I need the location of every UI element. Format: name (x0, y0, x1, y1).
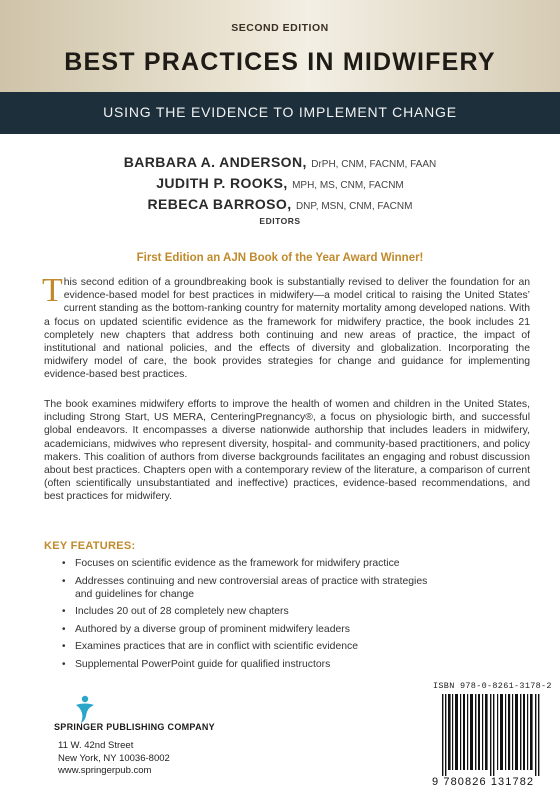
description-paragraph-2: The book examines midwifery efforts to improve the health of women and children in the United States, including Strong Start, US MERA, CenteringPregnancy®, a focus on physiologic birth, and successful global endeavors. It encompasses a diverse nationwide authorship that includes leaders in midwifery, academicians, midwives who represent diversity, hospital- and community-based practitioners, and policy makers. This coalition of authors from diverse backgrounds facilitates an engaging and robust discussion about best practices. Chapters open with a contemporary review of the literature, a comparison of current (often scientifically unsubstantiated and ineffective) practices, evidence-based recommendations, and best practices for midwifery. (44, 399, 530, 503)
author-name: REBECA BARROSO, (147, 196, 292, 212)
author-line (0, 173, 560, 194)
book-subtitle: USING THE EVIDENCE TO IMPLEMENT CHANGE (103, 104, 457, 120)
drop-cap: T (42, 272, 63, 309)
publisher-name (54, 722, 215, 732)
description-paragraph-1 (42, 272, 530, 382)
list-item (62, 605, 442, 618)
author-block (0, 152, 560, 226)
feature-text: Examines practices that are in conflict with scientific evidence (75, 641, 358, 652)
feature-text: Addresses continuing and new controversial areas of practice with strategies and guidelines for change (75, 575, 428, 600)
author-credentials: MPH, MS, CNM, FACNM (292, 180, 404, 191)
author-credentials: DrPH, CNM, FACNM, FAAN (311, 159, 437, 170)
author-line (0, 194, 560, 215)
author-name: BARBARA A. ANDERSON, (123, 154, 307, 170)
list-item (62, 557, 442, 570)
edition-label: SECOND EDITION (231, 22, 329, 34)
key-features-list (62, 557, 442, 675)
isbn-label: ISBN 978-0-8261-3178-2 (433, 681, 552, 691)
publisher-website: www.springerpub.com (58, 765, 152, 776)
feature-text: Authored by a diverse group of prominent midwifery leaders (75, 623, 350, 635)
award-line: First Edition an AJN Book of the Year Award Winner! (136, 252, 424, 264)
feature-text: Focuses on scientific evidence as the framework for midwifery practice (75, 558, 400, 569)
list-item (62, 575, 442, 601)
title-band (0, 0, 560, 92)
barcode-icon (440, 694, 544, 776)
author-name: JUDITH P. ROOKS, (156, 175, 288, 191)
key-features-heading: KEY FEATURES: (44, 540, 136, 552)
barcode-digits: 9 780826 131782 (432, 776, 535, 788)
springer-logo-icon (54, 694, 254, 724)
bullet-icon: • (62, 575, 66, 587)
bullet-icon: • (62, 623, 66, 635)
bullet-icon: • (62, 658, 66, 670)
publisher-address (58, 740, 170, 778)
publisher-springer: SPRINGER (54, 722, 104, 732)
address-line: 11 W. 42nd Street (58, 740, 134, 751)
bullet-icon: • (62, 606, 66, 617)
paragraph-text: his second edition of a groundbreaking book is substantially revised to deliver the foundation for an evidence-based model for best practices in midwifery—a model critical to raising the United States’ current standing as the bottom-ranking country for maternity mortality among developed nations. With a focus on updated scientific evidence as the framework for midwifery practice, the book includes 21 completely new chapters that address both continuing and new areas of practice, the impact of institutional and national policies, and the effects of diversity and globalization. Incorporating the midwifery model of care, the book provides strategies for change and guidance for implementing evidence-based best practices. (44, 277, 530, 381)
feature-text: Includes 20 out of 28 completely new chapters (75, 606, 289, 617)
editors-label: EDITORS (259, 216, 301, 226)
list-item (62, 623, 442, 636)
list-item (62, 658, 442, 671)
book-title: BEST PRACTICES IN MIDWIFERY (64, 48, 496, 76)
address-line: New York, NY 10036-8002 (58, 752, 170, 764)
feature-text: Supplemental PowerPoint guide for qualified instructors (75, 658, 331, 670)
list-item (62, 640, 442, 653)
bullet-icon: • (62, 641, 66, 652)
author-line (0, 152, 560, 173)
author-credentials: DNP, MSN, CNM, FACNM (295, 201, 413, 212)
bullet-icon: • (62, 558, 66, 569)
publisher-company: PUBLISHING COMPANY (106, 722, 215, 732)
